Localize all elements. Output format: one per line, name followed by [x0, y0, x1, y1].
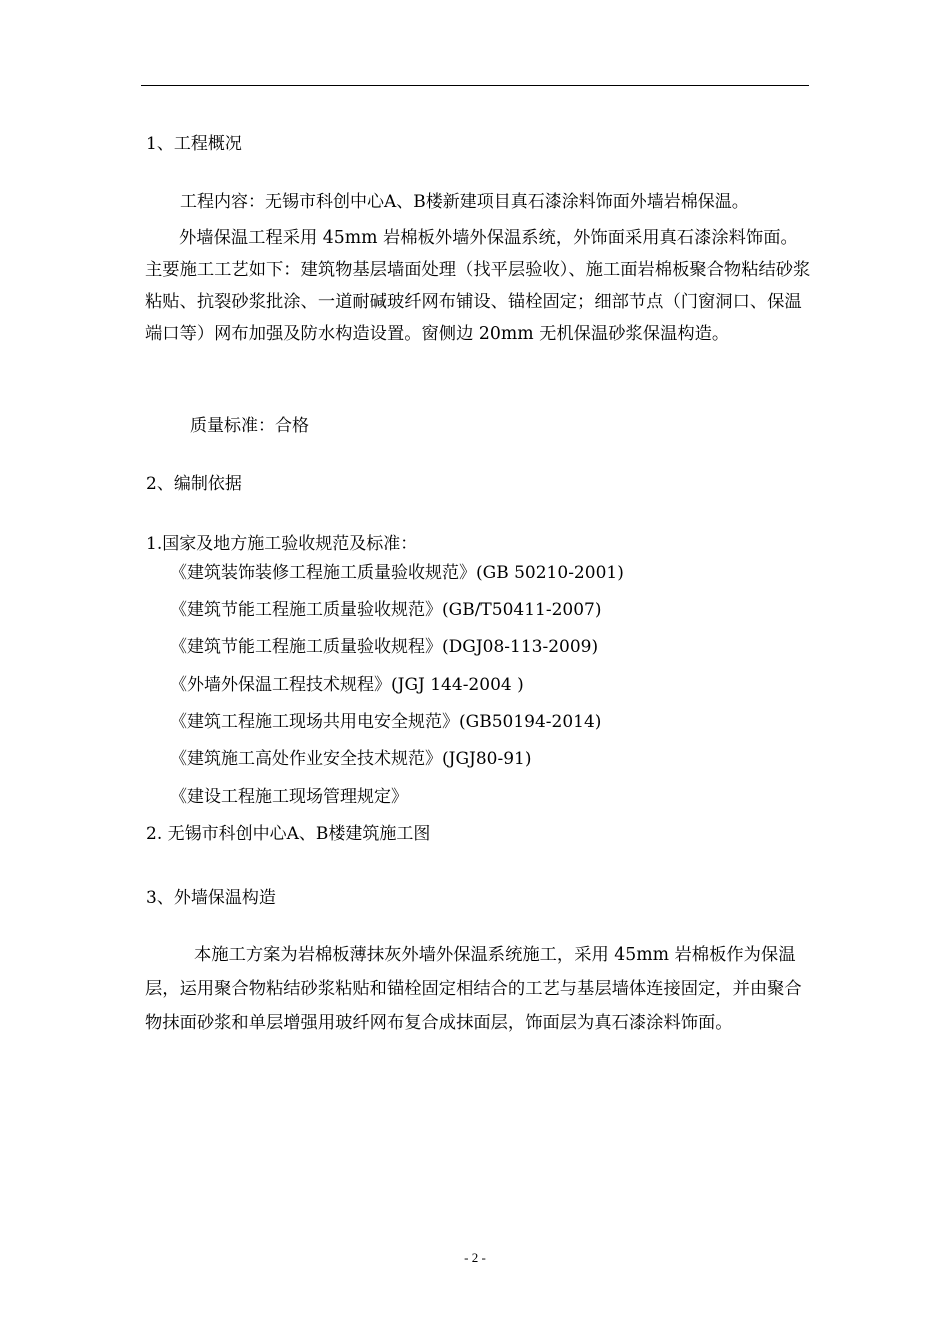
standard-item: 《外墙外保温工程技术规程》(JGJ 144-2004 ) — [170, 675, 524, 695]
standard-item: 《建设工程施工现场管理规定》 — [170, 787, 408, 807]
header-rule — [141, 85, 809, 86]
project-content-line: 工程内容：无锡市科创中心A、B楼新建项目真石漆涂料饰面外墙岩棉保温。 — [180, 192, 749, 212]
insulation-system-paragraph: 外墙保温工程采用 45mm 岩棉板外墙外保温系统，外饰面采用真石漆涂料饰面。主要施工工艺如下：建筑物基层墙面处理（找平层验收）、施工面岩棉板聚合物粘结砂浆粘贴、抗裂砂浆批涂、一道耐碱玻纤网布铺设、锚栓固定；细部节点（门窗洞口、保温端口等）网布加强及防水构造设置。窗侧边 20mm 无机保温砂浆保温构造。 — [145, 228, 811, 344]
standard-item: 《建筑工程施工现场共用电安全规范》(GB50194-2014) — [170, 712, 602, 732]
quality-standard-line: 质量标准：合格 — [190, 416, 309, 436]
construction-paragraph: 本施工方案为岩棉板薄抹灰外墙外保温系统施工，采用 45mm 岩棉板作为保温层，运用聚合物粘结砂浆粘贴和锚栓固定相结合的工艺与基层墙体连接固定，并由聚合物抹面砂浆和单层增强用玻纤网布复合成抹面层，饰面层为真石漆涂料饰面。 — [145, 945, 802, 1033]
basis-item-1: 1.国家及地方施工验收规范及标准： — [146, 534, 418, 554]
basis-item-2: 2. 无锡市科创中心A、B楼建筑施工图 — [146, 824, 431, 844]
page-number: - 2 - — [464, 1250, 486, 1265]
standard-item: 《建筑装饰装修工程施工质量验收规范》(GB 50210-2001) — [170, 563, 624, 583]
section-2-heading: 2、编制依据 — [146, 474, 242, 494]
standard-item: 《建筑施工高处作业安全技术规范》(JGJ80-91) — [170, 749, 532, 769]
standard-item: 《建筑节能工程施工质量验收规范》(GB/T50411-2007) — [170, 600, 602, 620]
section-3-heading: 3、外墙保温构造 — [146, 888, 276, 908]
standard-item: 《建筑节能工程施工质量验收规程》(DGJ08-113-2009) — [170, 637, 599, 657]
section-1-heading: 1、工程概况 — [146, 134, 242, 154]
